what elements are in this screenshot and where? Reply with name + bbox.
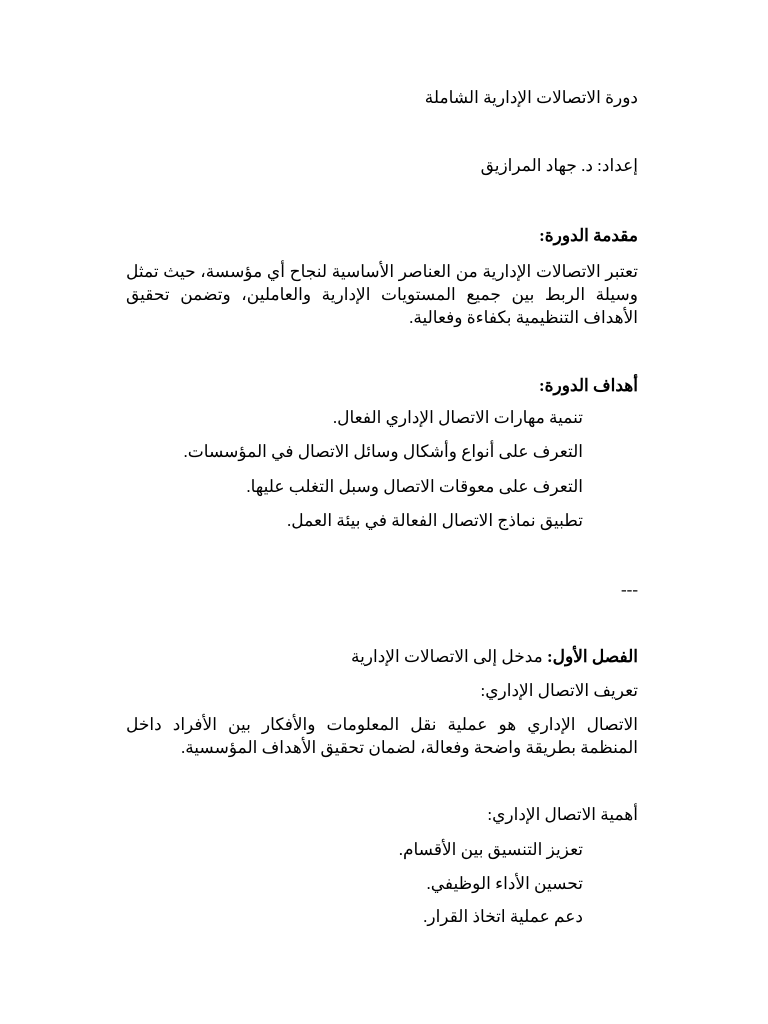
goal-item-3: التعرف على معوقات الاتصال وسبل التغلب عليها. [246,477,583,496]
goals-heading: أهداف الدورة: [538,376,638,395]
author-line: إعداد: د. جهاد المرازيق [480,156,638,175]
importance-item-2: تحسين الأداء الوظيفي. [426,874,583,893]
chapter-1-heading [351,647,638,667]
chapter-1-title: مدخل إلى الاتصالات الإدارية [350,647,547,666]
intro-heading: مقدمة الدورة: [539,226,638,245]
importance-heading: أهمية الاتصال الإداري: [487,805,638,824]
importance-item-3: دعم عملية اتخاذ القرار. [423,907,583,926]
chapter-1-label: الفصل الأول: [546,647,638,666]
course-title: دورة الاتصالات الإدارية الشاملة [424,88,638,107]
section-separator: --- [621,580,638,599]
intro-paragraph: تعتبر الاتصالات الإدارية من العناصر الأساسية لنجاح أي مؤسسة، حيث تمثل وسيلة الربط بين جميع المستويات الإدارية والعاملين، وتضمن تحقيق الأهداف التنظيمية بكفاءة وفعالية. [126,262,638,327]
goal-item-2: التعرف على أنواع وأشكال وسائل الاتصال في المؤسسات. [183,442,583,461]
definition-paragraph: الاتصال الإداري هو عملية نقل المعلومات والأفكار بين الأفراد داخل المنظمة بطريقة واضحة وفعالة، لضمان تحقيق الأهداف المؤسسية. [126,715,638,757]
goal-item-4: تطبيق نماذج الاتصال الفعالة في بيئة العمل. [287,511,583,530]
importance-item-1: تعزيز التنسيق بين الأقسام. [398,840,583,859]
definition-heading: تعريف الاتصال الإداري: [480,681,638,700]
goal-item-1: تنمية مهارات الاتصال الإداري الفعال. [332,408,583,427]
